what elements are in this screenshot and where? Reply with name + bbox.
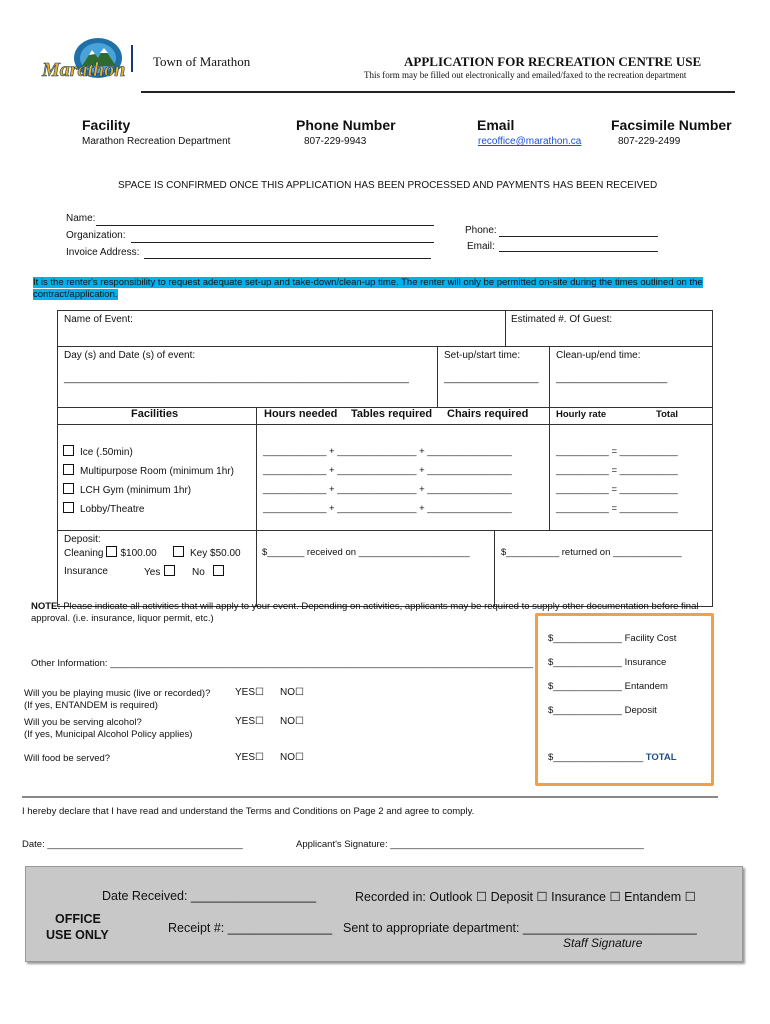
deposit-received-field[interactable]: $_______ received on _____________________	[262, 547, 470, 558]
facility-row-label: LCH Gym (minimum 1hr)	[80, 485, 192, 496]
checkbox[interactable]	[173, 546, 184, 557]
guests-label: Estimated #. Of Guest:	[511, 314, 613, 325]
renter-responsibility-text: It is the renter's responsibility to request adequate set-up and take-down/clean-up time. The renter will only be permitted on-site during the times outlined on the contract/application.	[33, 277, 703, 300]
name-field[interactable]	[96, 225, 434, 226]
office-use-label-1: OFFICE	[55, 912, 101, 926]
applicant-phone-label: Phone:	[465, 225, 497, 236]
applicant-signature-field[interactable]: Applicant's Signature: ________________________________________________	[296, 839, 644, 850]
food-yes[interactable]: YES☐	[235, 752, 264, 763]
invoice-address-field[interactable]	[144, 258, 431, 259]
event-dates-field[interactable]: ______________________________________________________________	[64, 373, 409, 384]
office-use-label-2: USE ONLY	[46, 928, 109, 942]
applicant-email-field[interactable]	[499, 251, 658, 252]
alcohol-question: Will you be serving alcohol?	[24, 717, 142, 728]
cleanup-time-label: Clean-up/end time:	[556, 350, 641, 361]
organization-field[interactable]	[131, 242, 434, 243]
checkbox[interactable]	[63, 502, 74, 513]
checkbox[interactable]	[63, 445, 74, 456]
facility-row-label: Lobby/Theatre	[80, 504, 145, 515]
total-label: TOTAL	[645, 752, 677, 763]
facility-row-fill[interactable]: ____________ + _______________ + ________________	[263, 465, 512, 476]
divider	[256, 530, 257, 607]
note-text: Please indicate all activities that will apply to your event. Depending on activities, applicants may be required to supply other documentation before final approval. (i.e. insurance, liquor permit, etc.)	[31, 601, 699, 624]
facility-cost-field[interactable]: $_____________ Facility Cost	[548, 633, 677, 644]
facility-row-gym[interactable]	[63, 483, 191, 496]
music-yes[interactable]: YES☐	[235, 687, 264, 698]
alcohol-yes[interactable]: YES☐	[235, 716, 264, 727]
other-information-field[interactable]: Other Information: ________________________________________________________________________________	[31, 658, 533, 669]
name-label: Name:	[66, 213, 96, 224]
music-question-note: (If yes, ENTANDEM is required)	[24, 700, 158, 711]
logo-divider	[131, 45, 133, 72]
facility-row-lobby[interactable]	[63, 502, 145, 515]
insurance-no[interactable]	[192, 565, 224, 578]
entandem-cost-field[interactable]: $_____________ Entandem	[548, 681, 668, 692]
date-field[interactable]: Date: _____________________________________	[22, 839, 243, 850]
alcohol-no[interactable]: NO☐	[280, 716, 304, 727]
food-question: Will food be served?	[24, 753, 111, 764]
facility-row-rate[interactable]: __________ = ___________	[556, 484, 678, 495]
total-cost-field[interactable]	[548, 752, 677, 763]
facility-row-fill[interactable]: ____________ + _______________ + ________________	[263, 484, 512, 495]
divider	[494, 530, 495, 607]
facility-row-rate[interactable]: __________ = ___________	[556, 503, 678, 514]
email-label: Email	[477, 117, 515, 133]
divider	[505, 310, 506, 346]
chairs-header: Chairs required	[447, 408, 529, 420]
form-title: APPLICATION FOR RECREATION CENTRE USE	[404, 54, 702, 69]
checkbox[interactable]	[63, 464, 74, 475]
deposit-cost-field[interactable]: $_____________ Deposit	[548, 705, 657, 716]
deposit-label: Deposit:	[64, 534, 101, 545]
music-question: Will you be playing music (live or recorded)?	[24, 688, 211, 699]
event-dates-label: Day (s) and Date (s) of event:	[64, 350, 196, 361]
form-subtitle: This form may be filled out electronically and emailed/faxed to the recreation department	[364, 70, 687, 80]
divider	[57, 346, 713, 347]
applicant-phone-field[interactable]	[499, 236, 658, 237]
recorded-in-options[interactable]: Recorded in: Outlook ☐ Deposit ☐ Insurance ☐ Entandem ☐	[355, 890, 696, 904]
cleanup-time-field[interactable]: ____________________	[556, 373, 668, 384]
invoice-address-label: Invoice Address:	[66, 247, 140, 258]
fax-label: Facsimile Number	[611, 117, 732, 133]
staff-signature-label: Staff Signature	[563, 936, 643, 950]
divider	[437, 346, 438, 407]
section-rule	[22, 796, 718, 798]
no-label: No	[192, 567, 205, 578]
facility-row-label: Multipurpose Room (minimum 1hr)	[80, 466, 234, 477]
music-no[interactable]: NO☐	[280, 687, 304, 698]
cleaning-option[interactable]	[64, 546, 157, 559]
checkbox[interactable]	[213, 565, 224, 576]
setup-time-field[interactable]: _________________	[444, 373, 539, 384]
deposit-returned-field[interactable]: $__________ returned on _____________	[501, 547, 682, 558]
phone-value: 807-229-9943	[304, 136, 367, 147]
divider	[57, 530, 713, 531]
key-label: Key $50.00	[190, 548, 241, 559]
food-no[interactable]: NO☐	[280, 752, 304, 763]
checkbox[interactable]	[63, 483, 74, 494]
event-name-label: Name of Event:	[64, 314, 133, 325]
setup-time-label: Set-up/start time:	[444, 350, 521, 361]
confirmation-notice: SPACE IS CONFIRMED ONCE THIS APPLICATION HAS BEEN PROCESSED AND PAYMENTS HAS BEEN RECEIVED	[118, 180, 658, 191]
hours-header: Hours needed	[264, 408, 338, 420]
town-name: Town of Marathon	[153, 54, 251, 69]
insurance-yes[interactable]	[144, 565, 175, 578]
facility-row-fill[interactable]: ____________ + _______________ + ________________	[263, 503, 512, 514]
total-blank: $_________________	[548, 752, 644, 763]
receipt-number-field[interactable]: Receipt #: _______________	[168, 921, 333, 935]
cleaning-label: Cleaning	[64, 548, 104, 559]
fax-value: 807-229-2499	[618, 136, 681, 147]
applicant-email-label: Email:	[467, 241, 495, 252]
date-received-field[interactable]: Date Received: __________________	[102, 889, 317, 903]
checkbox[interactable]	[164, 565, 175, 576]
total-header: Total	[656, 409, 678, 420]
sent-to-department-field[interactable]: Sent to appropriate department: _________________________	[343, 921, 697, 935]
cleaning-amount: $100.00	[120, 548, 157, 559]
facilities-header: Facilities	[131, 408, 179, 420]
facility-label: Facility	[82, 117, 131, 133]
checkbox[interactable]	[106, 546, 117, 557]
facility-row-fill[interactable]: ____________ + _______________ + ________________	[263, 446, 512, 457]
facility-row-multipurpose[interactable]	[63, 464, 234, 477]
phone-label: Phone Number	[296, 117, 396, 133]
declaration-text: I hereby declare that I have read and understand the Terms and Conditions on Page 2 and agree to comply.	[22, 806, 475, 817]
alcohol-question-note: (If yes, Municipal Alcohol Policy applies)	[24, 729, 193, 740]
organization-label: Organization:	[66, 230, 126, 241]
yes-label: Yes	[144, 567, 161, 578]
divider	[549, 346, 550, 407]
facility-row-rate[interactable]: __________ = ___________	[556, 446, 678, 457]
key-option[interactable]	[173, 546, 241, 559]
facility-row-label: Ice (.50min)	[80, 447, 133, 458]
divider	[256, 407, 257, 530]
email-link[interactable]: recoffice@marathon.ca	[478, 136, 582, 147]
divider	[57, 424, 713, 425]
divider	[549, 407, 550, 530]
insurance-label: Insurance	[64, 566, 108, 577]
insurance-cost-field[interactable]: $_____________ Insurance	[548, 657, 667, 668]
tables-header: Tables required	[351, 408, 433, 420]
logo-text: Marathon	[42, 59, 126, 81]
hourly-rate-header: Hourly rate	[556, 409, 607, 420]
renter-responsibility-notice	[33, 277, 733, 301]
facility-row-rate[interactable]: __________ = ___________	[556, 465, 678, 476]
note-bold: NOTE:	[31, 601, 61, 612]
marathon-logo	[38, 36, 134, 86]
facility-row-ice[interactable]	[63, 445, 133, 458]
header-rule	[141, 91, 735, 93]
facility-value: Marathon Recreation Department	[82, 136, 231, 147]
